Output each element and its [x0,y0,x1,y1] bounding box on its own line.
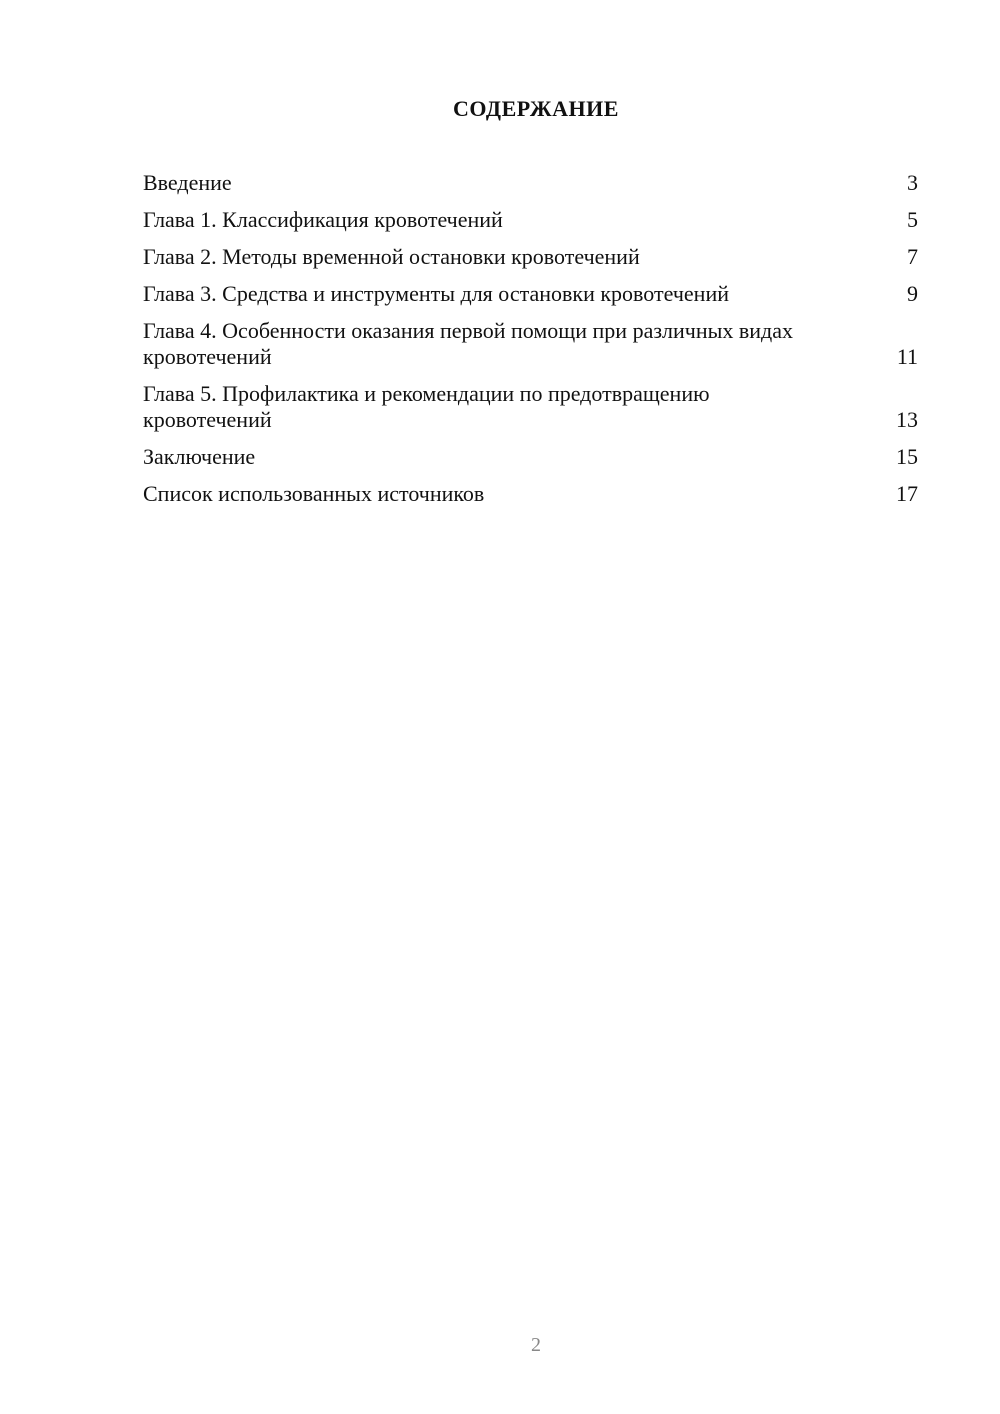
toc-entry-page: 3 [907,170,918,195]
toc-entry-chapter-4 [143,318,918,370]
toc-entry-page: 9 [907,281,918,306]
page-number: 2 [531,1334,541,1356]
page-title: СОДЕРЖАНИЕ [453,96,619,121]
toc-entry-page: 5 [907,207,918,232]
toc-entry-chapter-1 [143,207,918,233]
toc-entry-page: 11 [896,344,918,369]
toc-entry-chapter-2 [143,244,918,270]
toc-entry-label: Заключение [143,444,256,469]
toc-entry-label: Глава 2. Методы временной остановки кровотечений [143,244,640,269]
toc-entry-label: Глава 4. Особенности оказания первой помощи при различных видах кровотечений [143,318,794,369]
toc-entry-chapter-5 [143,381,918,433]
toc-entry-page: 7 [907,244,918,269]
toc-entry-conclusion [143,444,918,470]
toc-entry-introduction [143,170,918,196]
toc-entry-label: Список использованных источников [143,481,485,506]
toc-entry-chapter-3 [143,281,918,307]
toc-entry-page: 13 [896,407,918,432]
toc-entry-page: 15 [896,444,918,469]
toc-entry-page: 17 [896,481,918,506]
toc-entry-label: Глава 3. Средства и инструменты для остановки кровотечений [143,281,729,306]
table-of-contents [143,170,918,518]
toc-entry-label: Глава 5. Профилактика и рекомендации по предотвращению кровотечений [143,381,710,432]
toc-entry-label: Введение [143,170,232,195]
toc-entry-references [143,481,918,507]
toc-entry-label: Глава 1. Классификация кровотечений [143,207,503,232]
